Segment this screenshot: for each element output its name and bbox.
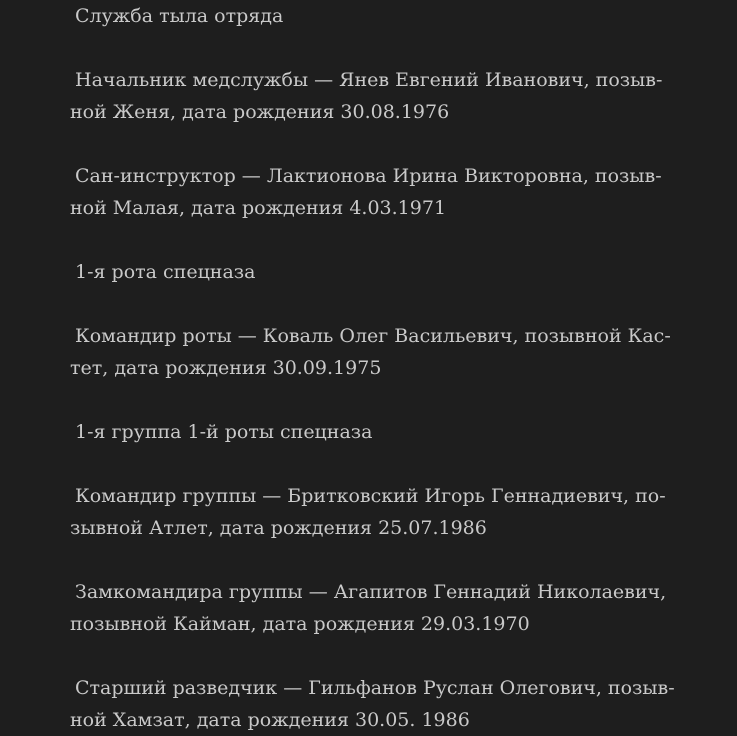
- paragraph-line: 1-я рота спецназа: [75, 261, 256, 283]
- entry-deputy-group-commander: [70, 576, 666, 640]
- entry-medical-instructor: [70, 160, 662, 224]
- paragraph-line: Сан-инструктор — Лактионова Ирина Викторовна, позыв-: [75, 165, 662, 187]
- paragraph-line: Служба тыла отряда: [75, 5, 284, 27]
- paragraph-line: тет, дата рождения 30.09.1975: [70, 357, 382, 379]
- paragraph-line: Начальник медслужбы — Янев Евгений Иванович, позыв-: [75, 69, 663, 91]
- paragraph-line: ной Хамзат, дата рождения 30.05. 1986: [70, 709, 470, 731]
- paragraph-line: ной Малая, дата рождения 4.03.1971: [70, 197, 447, 219]
- paragraph-line: Старший разведчик — Гильфанов Руслан Олегович, позыв-: [75, 677, 675, 699]
- section-heading-rear-service: [70, 0, 283, 32]
- paragraph-line: ной Женя, дата рождения 30.08.1976: [70, 101, 450, 123]
- paragraph-line: Замкомандира группы — Агапитов Геннадий Николаевич,: [75, 581, 667, 603]
- entry-medical-chief: [70, 64, 662, 128]
- entry-senior-scout: [70, 672, 675, 736]
- paragraph-line: позывной Кайман, дата рождения 29.03.1970: [70, 613, 530, 635]
- paragraph-line: 1-я группа 1-й роты спецназа: [75, 421, 373, 443]
- entry-group-commander: [70, 480, 666, 544]
- section-heading-first-group: [70, 416, 372, 448]
- entry-company-commander: [70, 320, 671, 384]
- paragraph-line: Командир роты — Коваль Олег Васильевич, позывной Кас-: [75, 325, 671, 347]
- paragraph-line: зывной Атлет, дата рождения 25.07.1986: [70, 517, 487, 539]
- paragraph-line: Командир группы — Бритковский Игорь Геннадиевич, по-: [75, 485, 666, 507]
- section-heading-first-company: [70, 256, 255, 288]
